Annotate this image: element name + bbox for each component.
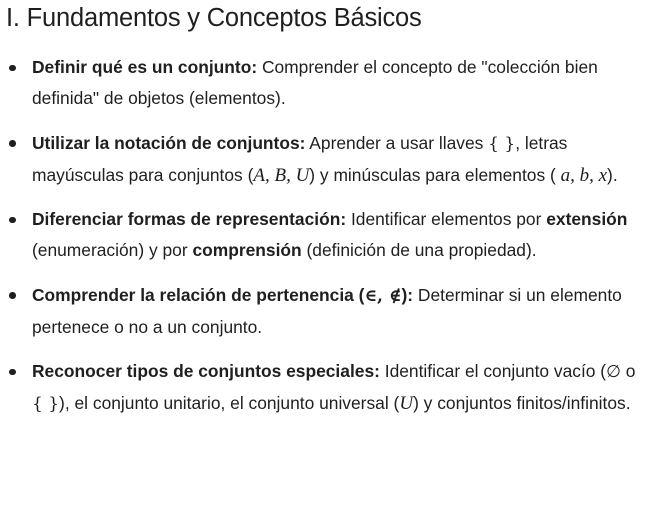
- term-extension: extensión: [546, 209, 628, 229]
- item-text: ).: [607, 164, 618, 185]
- item-text: Identificar el conjunto vacío (: [379, 361, 607, 381]
- item-text: (definición de una propiedad).: [301, 240, 537, 260]
- item-lead: Definir qué es un conjunto:: [32, 57, 258, 77]
- objectives-list: [0, 52, 647, 434]
- list-item-formas-representacion: [0, 204, 647, 266]
- item-text: Comprender el concepto de "colección bien definida" de objetos (elementos).: [32, 57, 598, 108]
- item-text: ), el conjunto unitario, el conjunto universal (: [59, 393, 400, 413]
- list-item-conjuntos-especiales: [0, 356, 647, 420]
- item-lead: Utilizar la notación de conjuntos:: [32, 132, 306, 153]
- bullet-icon: [9, 217, 16, 224]
- item-lead-end: ):: [401, 284, 414, 305]
- math-lowercase-elements: a, b, x: [560, 164, 608, 186]
- item-text: (enumeración) y por: [32, 240, 193, 260]
- list-item-relacion-pertenencia: [0, 280, 647, 343]
- bullet-icon: [9, 140, 16, 147]
- item-lead: Reconocer tipos de conjuntos especiales:: [32, 361, 380, 381]
- item-text: ) y minúsculas para elementos (: [309, 164, 561, 185]
- item-text: , letras mayúsculas para conjuntos (: [32, 132, 568, 185]
- item-text: o: [620, 361, 636, 381]
- membership-symbols: ∈, ∉: [364, 285, 402, 306]
- math-uppercase-sets: A, B, U: [253, 164, 310, 186]
- braces-symbol: { }: [32, 394, 60, 414]
- item-text: Identificar elementos por: [346, 209, 547, 229]
- term-comprension: comprensión: [192, 240, 302, 260]
- list-item-notacion-conjuntos: [0, 128, 647, 191]
- braces-symbol: { }: [488, 133, 516, 154]
- item-text: Determinar si un elemento pertenece o no a un conjunto.: [32, 284, 622, 337]
- math-universal-set: U: [399, 393, 414, 414]
- item-lead: Diferenciar formas de representación:: [32, 209, 347, 229]
- empty-set-symbol: ∅: [606, 362, 621, 382]
- item-text: Aprender a usar llaves: [305, 132, 489, 153]
- bullet-icon: [9, 292, 16, 299]
- item-lead: Comprender la relación de pertenencia (: [32, 284, 365, 305]
- section-heading: I. Fundamentos y Conceptos Básicos: [6, 4, 422, 32]
- bullet-icon: [9, 369, 16, 376]
- bullet-icon: [9, 65, 16, 72]
- list-item-definir-conjunto: [0, 52, 647, 114]
- item-text: ) y conjuntos finitos/infinitos.: [413, 393, 631, 413]
